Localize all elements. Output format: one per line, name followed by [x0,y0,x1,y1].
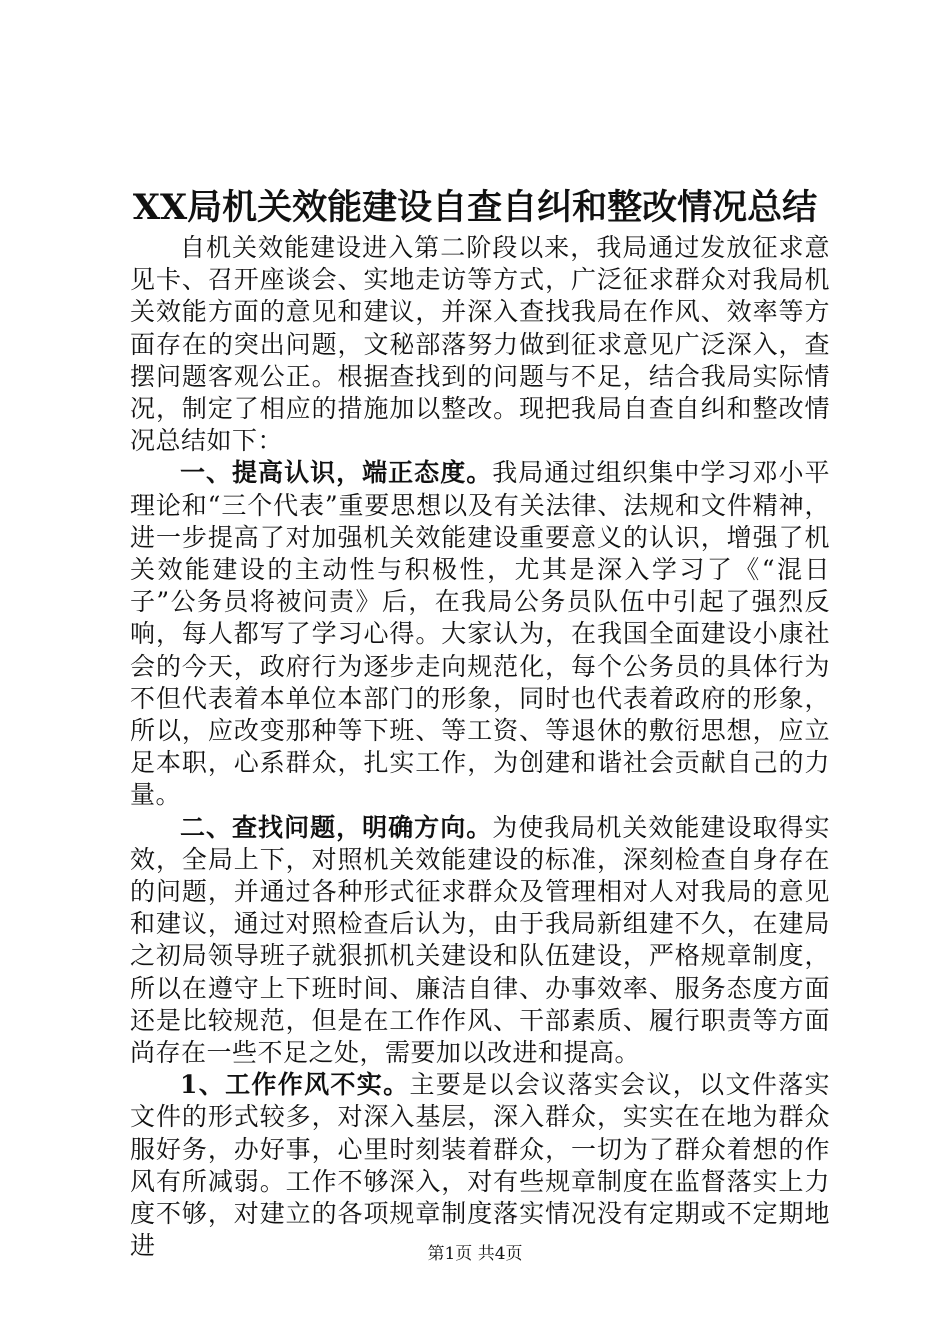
paragraph-text: 主要是以会议落实会议，以文件落实文件的形式较多，对深入基层，深入群众，实实在在地为群众服好务，办好事，心里时刻装着群众，一切为了群众着想的作风有所减弱。工作不够深入，对有些规章制度在监督落实上力度不够，对建立的各项规章制度落实情况没有定期或不定期地进 [130,1070,830,1261]
subsection-1-paragraph [130,1069,830,1262]
paragraph-text: 自机关效能建设进入第二阶段以来，我局通过发放征求意见卡、召开座谈会、实地走访等方式，广泛征求群众对我局机关效能方面的意见和建议，并深入查找我局在作风、效率等方面存在的突出问题，文秘部落努力做到征求意见广泛深入，查摆问题客观公正。根据查找到的问题与不足，结合我局实际情况，制定了相应的措施加以整改。现把我局自查自纠和整改情况总结如下： [130,233,830,456]
paragraph-text: 我局通过组织集中学习邓小平理论和“三个代表”重要思想以及有关法律、法规和文件精神，进一步提高了对加强机关效能建设重要意义的认识，增强了机关效能建设的主动性与积极性，尤其是深入学习了《“混日子”公务员将被问责》后，在我局公务员队伍中引起了强烈反响，每人都写了学习心得。大家认为，在我国全面建设小康社会的今天，政府行为逐步走向规范化，每个公务员的具体行为不但代表着本单位本部门的形象，同时也代表着政府的形象，所以，应改变那种等下班、等工资、等退休的敷衍思想，应立足本职，心系群众，扎实工作，为创建和谐社会贡献自己的力量。 [130,458,830,810]
document-body [130,232,830,1263]
subsection-heading: 1、工作作风不实。 [180,1070,410,1100]
page-number: 第1页 共4页 [427,1244,523,1264]
section-heading: 一、提高认识，端正态度。 [180,458,493,488]
paragraph-text: 为使我局机关效能建设取得实效，全局上下，对照机关效能建设的标准，深刻检查自身存在的问题，并通过各种形式征求群众及管理相对人对我局的意见和建议，通过对照检查后认为，由于我局新组建不久，在建局之初局领导班子就狠抓机关建设和队伍建设，严格规章制度，所以在遵守上下班时间、廉洁自律、办事效率、服务态度方面还是比较规范，但是在工作作风、干部素质、履行职责等方面尚存在一些不足之处，需要加以改进和提高。 [130,812,830,1068]
section-heading: 二、查找问题，明确方向。 [180,812,493,842]
section-1-paragraph [130,457,830,811]
section-2-paragraph [130,812,830,1070]
intro-paragraph [130,232,830,457]
document-title: XX局机关效能建设自查自纠和整改情况总结 [132,187,818,228]
